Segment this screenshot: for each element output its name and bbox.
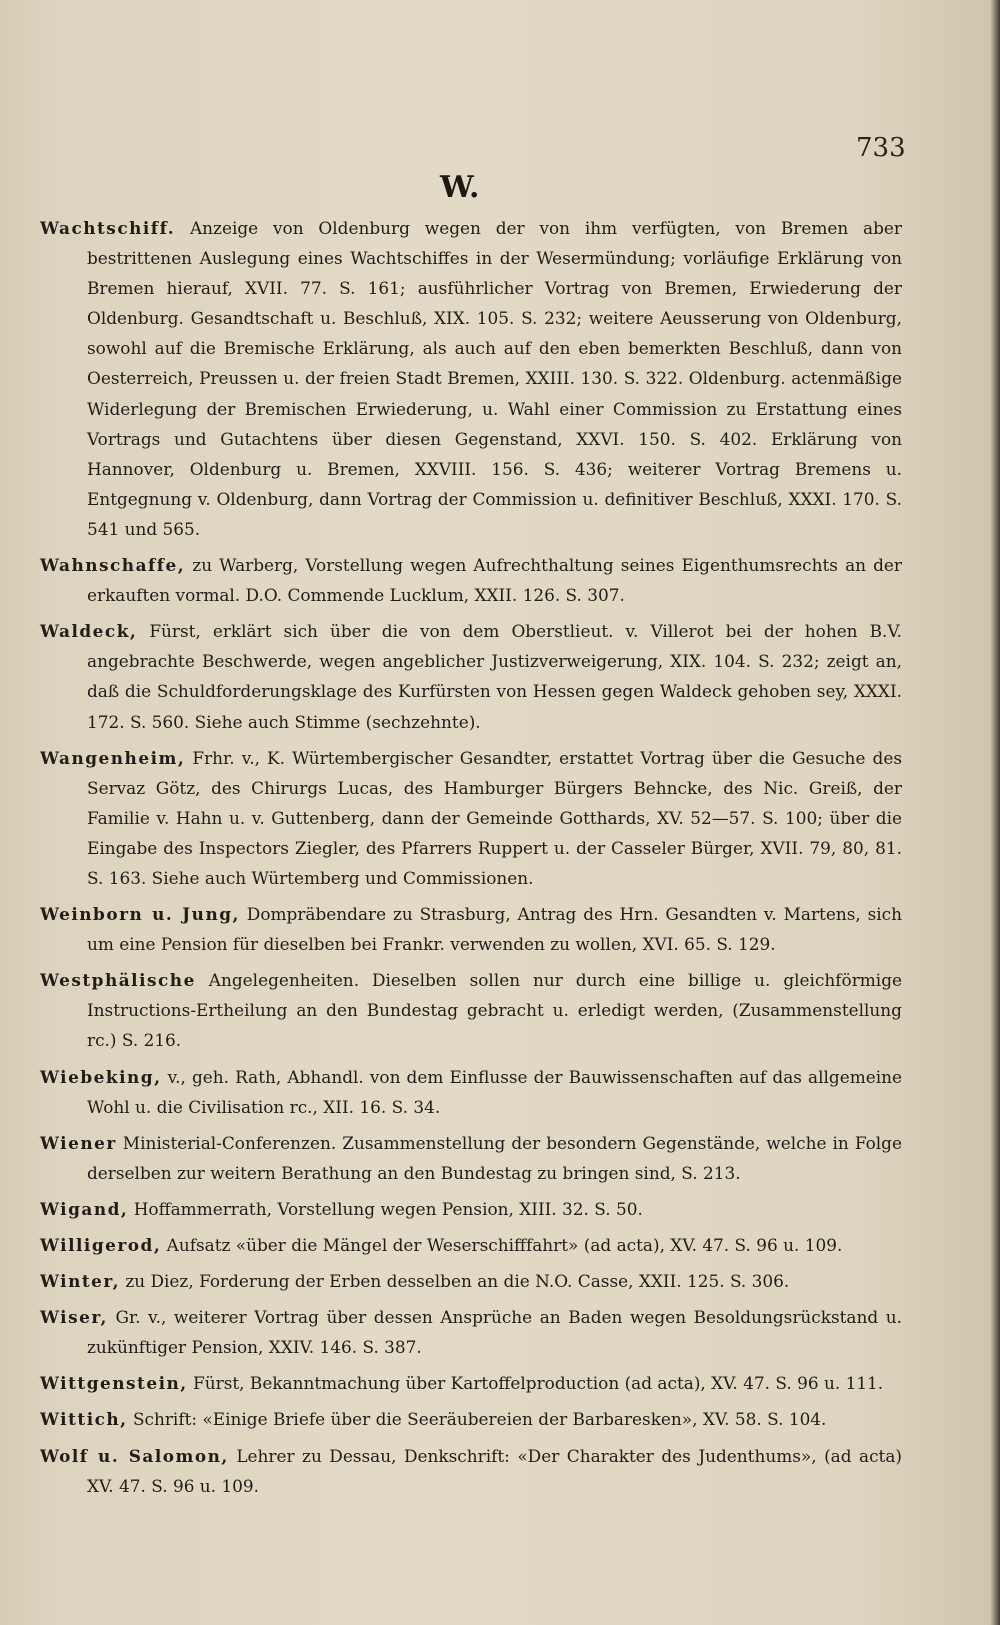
entry-text: Ministerial-Conferenzen. Zusammenstellung der besondern Gegenstände, welche in Folge derselben zur weitern Berathung an den Bundestag zu bringen sind, S. 213. [87,1132,902,1183]
entry-head: Wolf u. Salomon, [40,1445,229,1466]
entry-head: Winter, [40,1271,120,1292]
entry-head: Weinborn u. Jung, [40,904,240,925]
index-entry [40,1194,902,1224]
entry-text: v., geh. Rath, Abhandl. von dem Einflusse der Bauwissenschaften auf das allgemeine Wohl u. die Civilisation rc., XII. 16. S. 34. [87,1066,902,1117]
entry-text: Dompräbendare zu Strasburg, Antrag des Hrn. Gesandten v. Martens, sich um eine Pension für dieselben bei Frankr. verwenden zu wollen, XVI. 65. S. 129. [87,904,902,955]
entry-head: Wittgenstein, [40,1373,188,1394]
entry-head: Wigand, [40,1198,129,1219]
index-entry [40,1128,902,1188]
entry-text: Fürst, erklärt sich über die von dem Oberstlieut. v. Villerot bei der hohen B.V. angebrachte Beschwerde, wegen angeblicher Justizverweigerung, XIX. 104. S. 232; zeigt an, daß die Schuldforderungsklage des Kurfürsten von Hessen gegen Waldeck gehoben sey, XXXI. 172. S. 560. Siehe auch Stimme (sechzehnte). [87,621,902,732]
entry-head: Wachtschiff. [40,218,176,238]
index-entries [40,213,902,1507]
index-entry [40,1368,902,1398]
index-entry [40,899,902,959]
entry-text: Schrift: «Einige Briefe über die Seeräubereien der Barbaresken», XV. 58. S. 104. [132,1409,827,1430]
index-entry [40,1230,902,1260]
index-entry [40,616,902,736]
entry-head: Waldeck, [40,621,138,642]
index-entry [40,1266,902,1296]
entry-head: Wiser, [40,1307,108,1328]
entry-text: Anzeige von Oldenburg wegen der von ihm verfügten, von Bremen aber bestrittenen Auslegung eines Wachtschiffes in der Wesermündung; vorläufige Erklärung von Bremen hierauf, XVII. 77. S. 161; ausführlicher Vortrag von Bremen, Erwiederung der Oldenburg. Gesandtschaft u. Beschluß, XIX. 105. S. 232; weitere Aeusserung von Oldenburg, sowohl auf die Bremische Erklärung, als auch auf den eben bemerkten Beschluß, dann von Oesterreich, Preussen u. der freien Stadt Bremen, XXIII. 130. S. 322. Oldenburg. actenmäßige Widerlegung der Bremischen Erwiederung, u. Wahl einer Commission zu Erstattung eines Vortrags und Gutachtens über diesen Gegenstand, XXVI. 150. S. 402. Erklärung von Hannover, Oldenburg u. Bremen, XXVIII. 156. S. 436; weiterer Vortrag Bremens u. Entgegnung v. Oldenburg, dann Vortrag der Commission u. definitiver Beschluß, XXXI. 170. S. 541 und 565. [87,218,902,539]
section-letter: W. [440,170,480,205]
index-entry [40,965,902,1055]
index-entry [40,1062,902,1122]
index-entry [40,550,902,610]
index-entry [40,1302,902,1362]
index-entry [40,1441,902,1501]
entry-head: Wahnschaffe, [40,555,186,576]
entry-text: Frhr. v., K. Würtembergischer Gesandter, erstattet Vortrag über die Gesuche des Servaz Götz, des Chirurgs Lucas, des Hamburger Bürgers Behncke, des Nic. Greiß, der Familie v. Hahn u. v. Guttenberg, dann der Gemeinde Gotthards, XV. 52—57. S. 100; über die Eingabe des Inspectors Ziegler, des Pfarrers Ruppert u. der Casseler Bürger, XVII. 79, 80, 81. S. 163. Siehe auch Würtemberg und Commissionen. [87,747,902,888]
entry-text: Gr. v., weiterer Vortrag über dessen Ansprüche an Baden wegen Besoldungsrückstand u. zukünftiger Pension, XXIV. 146. S. 387. [87,1307,902,1358]
entry-head: Wiebeking, [40,1066,162,1087]
page-edge-shadow [990,0,1000,1625]
entry-text: Angelegenheiten. Dieselben sollen nur durch eine billige u. gleichförmige Instructions-Ertheilung an den Bundestag gebracht u. erledigt werden, (Zusammenstellung rc.) S. 216. [87,970,903,1051]
entry-head: Willigerod, [40,1235,162,1255]
entry-text: Aufsatz «über die Mängel der Weserschifffahrt» (ad acta), XV. 47. S. 96 u. 109. [166,1235,843,1255]
entry-text: Lehrer zu Dessau, Denkschrift: «Der Charakter des Judenthums», (ad acta) XV. 47. S. 96 u. 109. [87,1445,903,1496]
entry-head: Wittich, [40,1409,128,1430]
index-entry [40,1404,902,1434]
page-number: 733 [856,133,906,163]
index-entry [40,213,902,544]
entry-text: zu Warberg, Vorstellung wegen Aufrechthaltung seines Eigenthumsrechts an der erkauften vormal. D.O. Commende Lucklum, XXII. 126. S. 307. [87,555,902,606]
entry-text: Hoffammerrath, Vorstellung wegen Pension, XIII. 32. S. 50. [133,1198,643,1219]
entry-text: zu Diez, Forderung der Erben desselben an die N.O. Casse, XXII. 125. S. 306. [125,1271,790,1292]
index-entry [40,743,902,893]
entry-head: Wiener [40,1132,117,1153]
entry-head: Westphälische [40,970,196,991]
entry-head: Wangenheim, [40,747,186,768]
entry-text: Fürst, Bekanntmachung über Kartoffelproduction (ad acta), XV. 47. S. 96 u. 111. [193,1373,884,1394]
